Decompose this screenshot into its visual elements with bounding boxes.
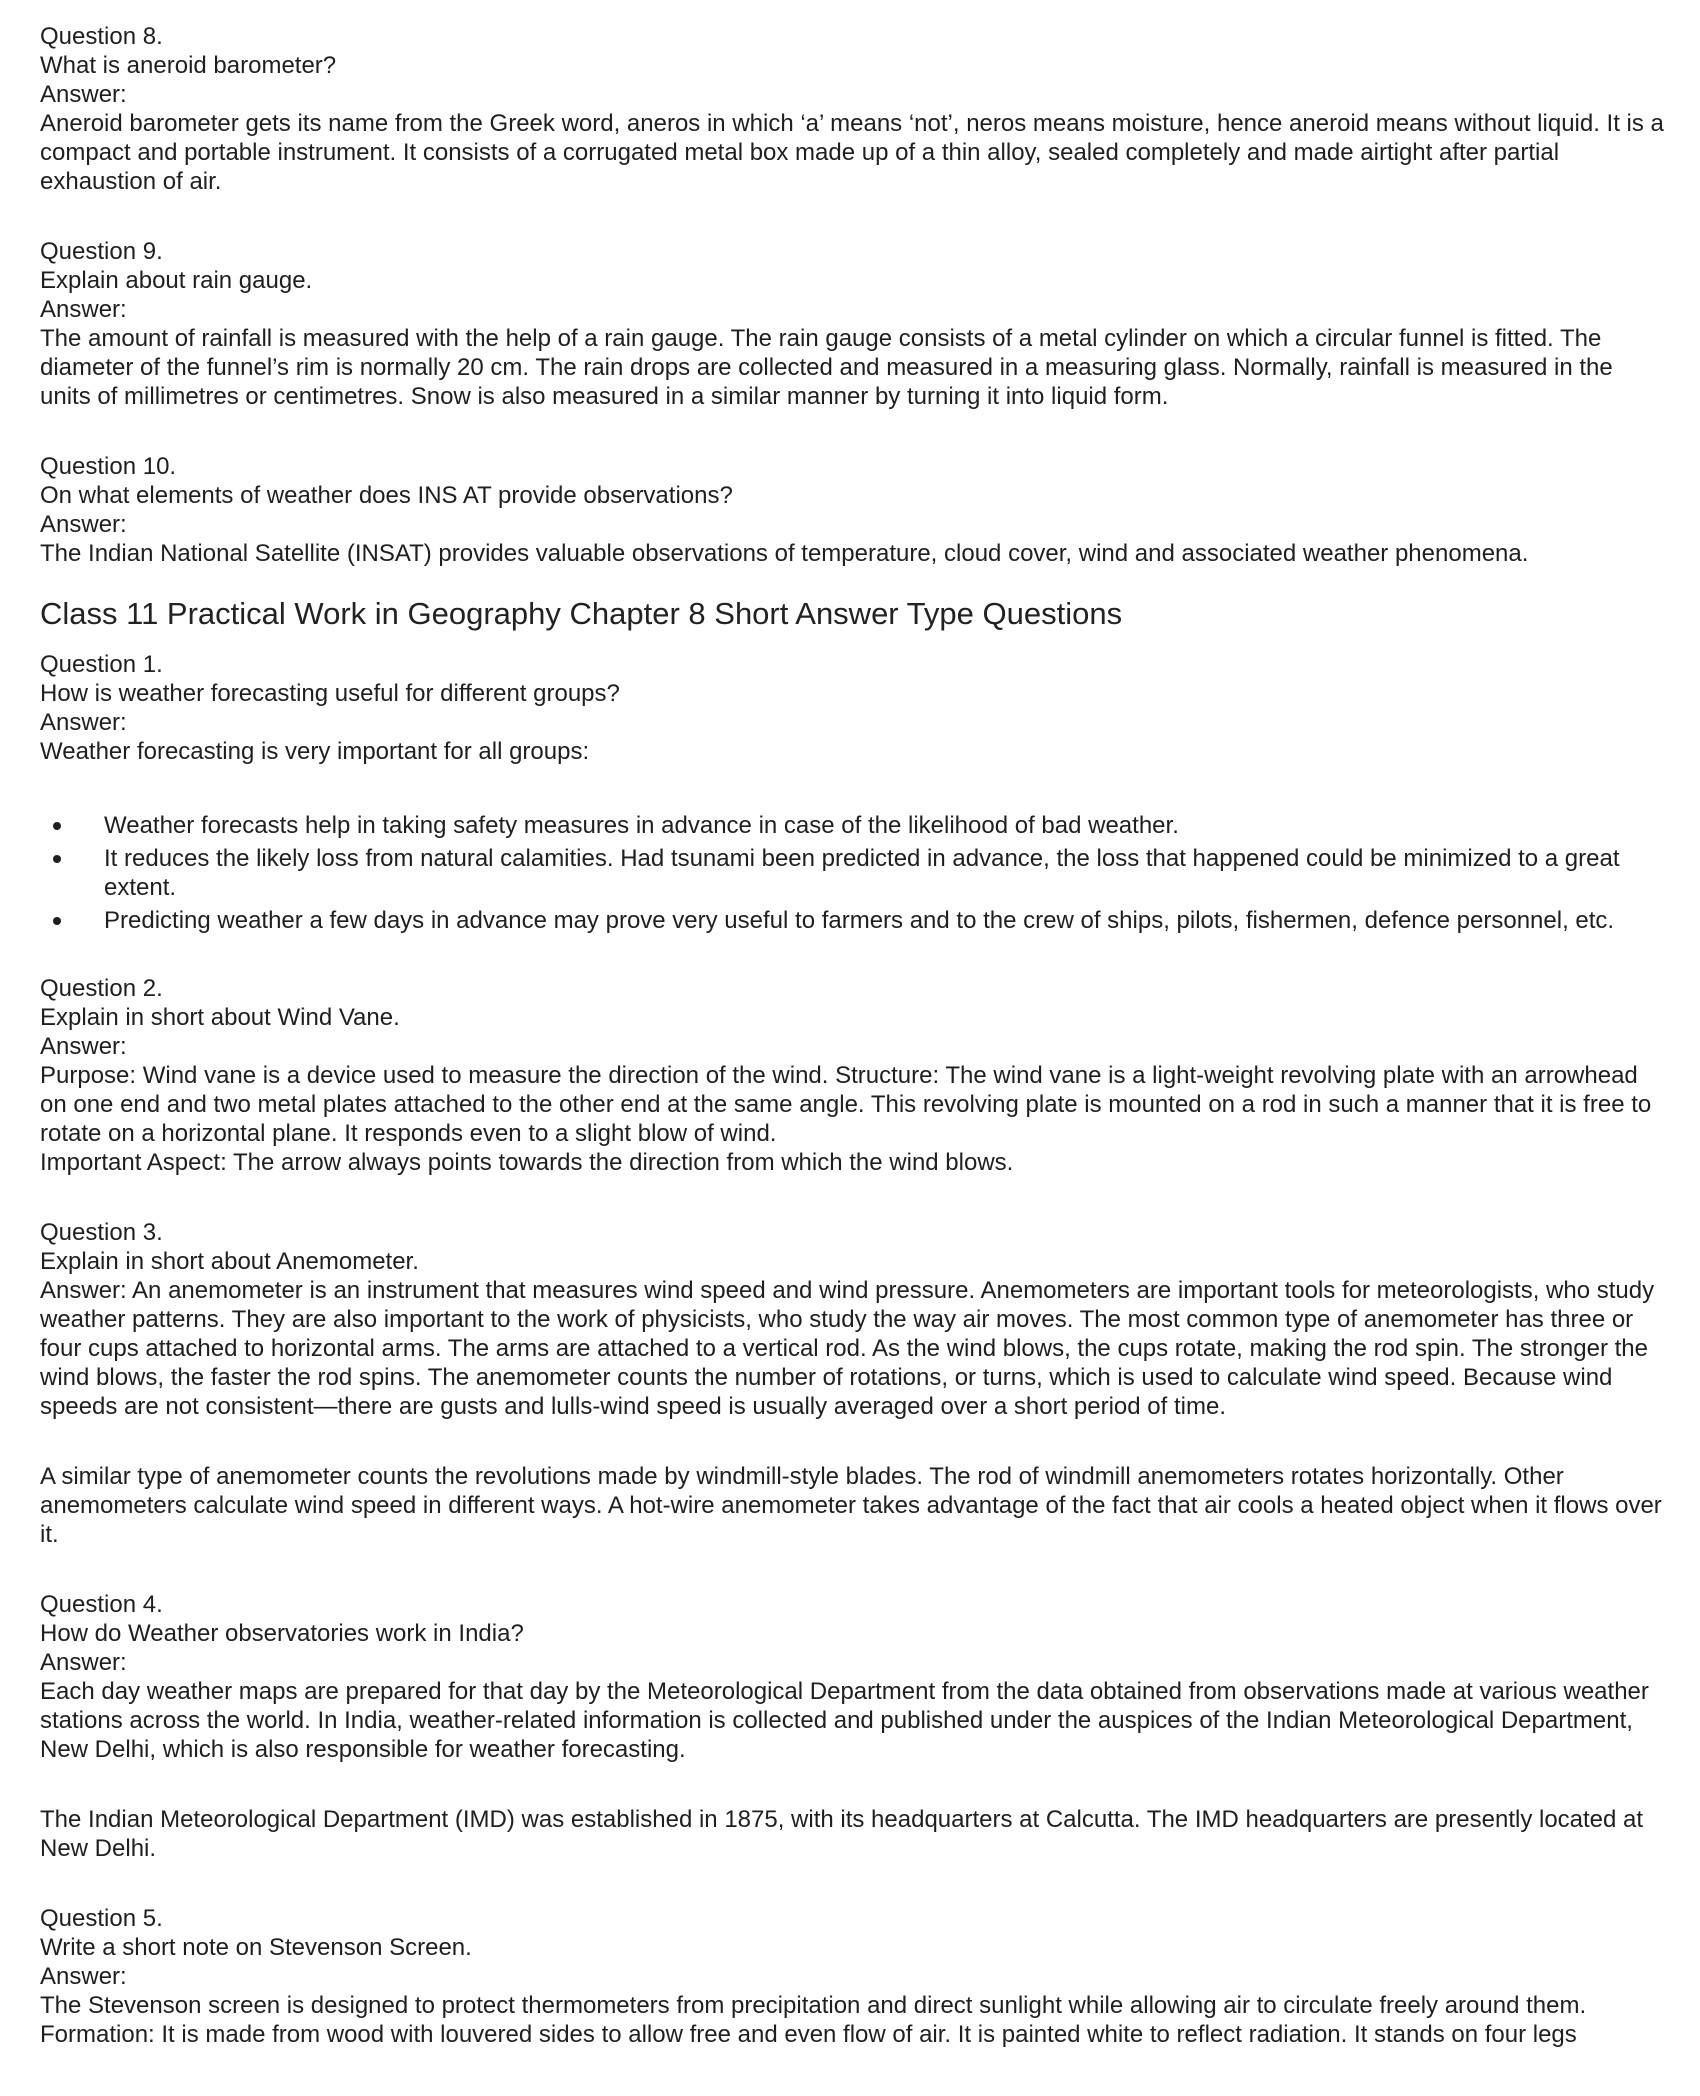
answer-text: The Stevenson screen is designed to protect thermometers from precipitation and direct sunlight while allowing air to circulate freely around them. Formation: It is made from wood with louvered sides to allow free and even flow of air. It is painted white to reflect radiation. It stands on four legs <box>40 1992 1587 2048</box>
question-label: Question 9. <box>40 238 163 265</box>
question-prompt: Explain about rain gauge. <box>40 267 313 294</box>
bullet-icon <box>53 855 61 863</box>
short-question-3-block <box>40 1218 1670 1549</box>
answer-label: Answer: <box>40 296 127 323</box>
bullet-icon <box>53 822 61 830</box>
question-9-block <box>40 237 1670 411</box>
list-item <box>40 811 1670 840</box>
answer-label: Answer: <box>40 511 127 538</box>
short-question-4-block <box>40 1590 1670 1863</box>
list-item <box>40 906 1670 935</box>
section-heading: Class 11 Practical Work in Geography Chapter 8 Short Answer Type Questions <box>40 596 1123 631</box>
question-label: Question 4. <box>40 1591 163 1618</box>
answer-label: Answer: <box>40 81 127 108</box>
answer-text-continued: A similar type of anemometer counts the revolutions made by windmill-style blades. The rod of windmill anemometers rotates horizontally. Other anemometers calculate wind speed in different ways. A hot-wire anemometer takes advantage of the fact that air cools a heated object when it flows over it. <box>40 1463 1662 1548</box>
question-prompt: How is weather forecasting useful for different groups? <box>40 680 620 707</box>
answer-text: The Indian National Satellite (INSAT) provides valuable observations of temperature, cloud cover, wind and associated weather phenomena. <box>40 540 1529 567</box>
list-item <box>40 844 1670 902</box>
question-label: Question 10. <box>40 453 177 480</box>
question-prompt: How do Weather observatories work in India? <box>40 1620 524 1647</box>
short-question-5-block <box>40 1904 1670 2049</box>
question-label: Question 2. <box>40 975 163 1002</box>
answer-text-continued: The Indian Meteorological Department (IMD) was established in 1875, with its headquarters at Calcutta. The IMD headquarters are presently located at New Delhi. <box>40 1806 1644 1862</box>
question-prompt: Explain in short about Anemometer. <box>40 1248 419 1275</box>
question-prompt: On what elements of weather does INS AT provide observations? <box>40 482 733 509</box>
answer-text: The amount of rainfall is measured with the help of a rain gauge. The rain gauge consists of a metal cylinder on which a circular funnel is fitted. The diameter of the funnel’s rim is normally 20 cm. The rain drops are collected and measured in a measuring glass. Normally, rainfall is measured in the units of millimetres or centimetres. Snow is also measured in a similar manner by turning it into liquid form. <box>40 325 1613 410</box>
question-8-block <box>40 22 1670 196</box>
answer-label: Answer: <box>40 709 127 736</box>
question-label: Question 1. <box>40 651 163 678</box>
question-prompt: What is aneroid barometer? <box>40 52 337 79</box>
question-label: Question 3. <box>40 1219 163 1246</box>
bullet-icon <box>53 917 61 925</box>
answer-label: Answer: <box>40 1033 127 1060</box>
question-10-block <box>40 452 1670 568</box>
short-question-2-block <box>40 974 1670 1177</box>
list-item-text: Weather forecasts help in taking safety measures in advance in case of the likelihood of bad weather. <box>104 812 1179 839</box>
question-prompt: Explain in short about Wind Vane. <box>40 1004 400 1031</box>
answer-text: Purpose: Wind vane is a device used to measure the direction of the wind. Structure: The wind vane is a light-weight revolving plate with an arrowhead on one end and two metal plates attached to the other end at the same angle. This revolving plate is mounted on a rod in such a manner that it is free to rotate on a horizontal plane. It responds even to a slight blow of wind. <box>40 1062 1652 1147</box>
list-item-text: It reduces the likely loss from natural calamities. Had tsunami been predicted in advance, the loss that happened could be minimized to a great extent. <box>104 845 1620 901</box>
answer-text: Answer: An anemometer is an instrument that measures wind speed and wind pressure. Anemometers are important tools for meteorologists, who study weather patterns. They are also important to the work of physicists, who study the way air moves. The most common type of anemometer has three or four cups attached to horizontal arms. The arms are attached to a vertical rod. As the wind blows, the cups rotate, making the rod spin. The stronger the wind blows, the faster the rod spins. The anemometer counts the number of rotations, or turns, which is used to calculate wind speed. Because wind speeds are not consistent—there are gusts and lulls-wind speed is usually averaged over a short period of time. <box>40 1277 1655 1420</box>
answer-intro: Weather forecasting is very important for all groups: <box>40 738 590 765</box>
answer-label: Answer: <box>40 1649 127 1676</box>
answer-aspect: Important Aspect: The arrow always points towards the direction from which the wind blows. <box>40 1149 1014 1176</box>
answer-text: Aneroid barometer gets its name from the Greek word, aneros in which ‘a’ means ‘not’, neros means moisture, hence aneroid means without liquid. It is a compact and portable instrument. It consists of a corrugated metal box made up of a thin alloy, sealed completely and made airtight after partial exhaustion of air. <box>40 110 1664 195</box>
short-question-1-block <box>40 650 1670 935</box>
document-page <box>40 22 1670 2049</box>
list-item-text: Predicting weather a few days in advance may prove very useful to farmers and to the crew of ships, pilots, fishermen, defence personnel, etc. <box>104 907 1615 934</box>
question-label: Question 8. <box>40 23 163 50</box>
answer-text: Each day weather maps are prepared for that day by the Meteorological Department from the data obtained from observations made at various weather stations across the world. In India, weather-related information is collected and published under the auspices of the Indian Meteorological Department, New Delhi, which is also responsible for weather forecasting. <box>40 1678 1649 1763</box>
bullet-list <box>40 811 1670 935</box>
question-label: Question 5. <box>40 1905 163 1932</box>
question-prompt: Write a short note on Stevenson Screen. <box>40 1934 472 1961</box>
answer-label: Answer: <box>40 1963 127 1990</box>
